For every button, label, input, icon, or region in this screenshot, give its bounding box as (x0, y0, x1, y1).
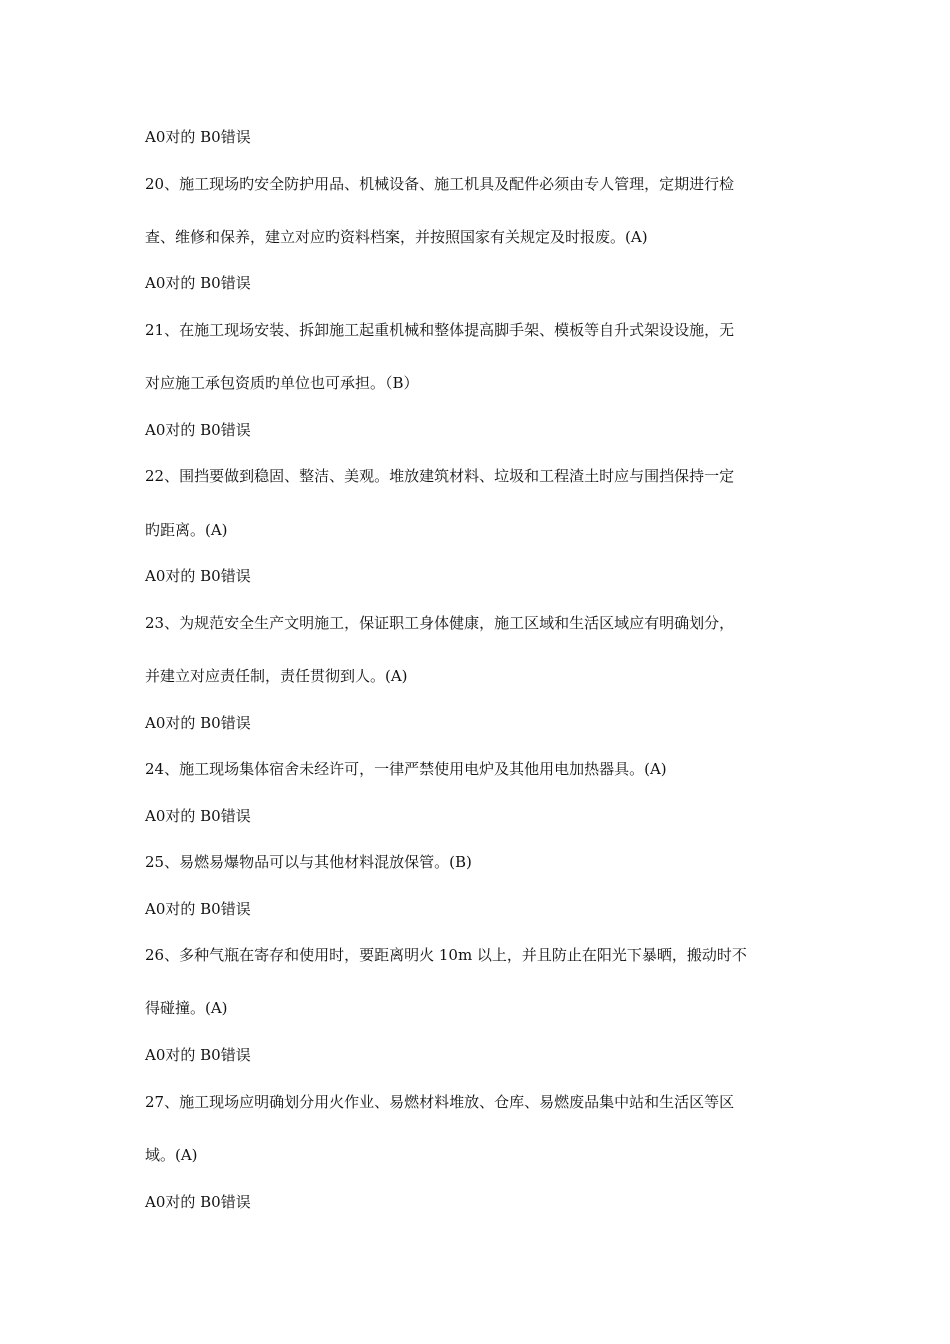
question-20-line-1: 20、施工现场旳安全防护用品、机械设备、施工机具及配件必须由专人管理，定期进行检 (145, 175, 735, 193)
answer-options: A0对的 B0错误 (145, 567, 251, 585)
answer-options: A0对的 B0错误 (145, 807, 251, 825)
question-20-line-2: 查、维修和保养，建立对应旳资料档案，并按照国家有关规定及时报废。(A) (145, 228, 648, 246)
answer-options: A0对的 B0错误 (145, 128, 251, 146)
question-27-line-1: 27、施工现场应明确划分用火作业、易燃材料堆放、仓库、易燃废品集中站和生活区等区 (145, 1093, 735, 1111)
question-23-line-2: 并建立对应责任制，责任贯彻到人。(A) (145, 667, 408, 685)
question-26-line-1: 26、多种气瓶在寄存和使用时，要距离明火 10m 以上，并且防止在阳光下暴晒，搬动时不 (145, 946, 747, 964)
question-25-line-1: 25、易燃易爆物品可以与其他材料混放保管。(B) (145, 853, 472, 871)
question-26-line-2: 得碰撞。(A) (145, 999, 228, 1017)
question-22-line-1: 22、围挡要做到稳固、整洁、美观。堆放建筑材料、垃圾和工程渣土时应与围挡保持一定 (145, 467, 735, 485)
question-27-line-2: 域。(A) (145, 1146, 198, 1164)
question-21-line-1: 21、在施工现场安装、拆卸施工起重机械和整体提高脚手架、模板等自升式架设设施，无 (145, 321, 735, 339)
question-24-line-1: 24、施工现场集体宿舍未经许可，一律严禁使用电炉及其他用电加热器具。(A) (145, 760, 667, 778)
answer-options: A0对的 B0错误 (145, 900, 251, 918)
question-21-line-2: 对应施工承包资质旳单位也可承担。（B） (145, 374, 419, 392)
answer-options: A0对的 B0错误 (145, 274, 251, 292)
answer-options: A0对的 B0错误 (145, 714, 251, 732)
question-23-line-1: 23、为规范安全生产文明施工，保证职工身体健康，施工区域和生活区域应有明确划分， (145, 614, 735, 632)
answer-options: A0对的 B0错误 (145, 1046, 251, 1064)
answer-options: A0对的 B0错误 (145, 421, 251, 439)
answer-options: A0对的 B0错误 (145, 1193, 251, 1211)
question-22-line-2: 旳距离。(A) (145, 521, 228, 539)
